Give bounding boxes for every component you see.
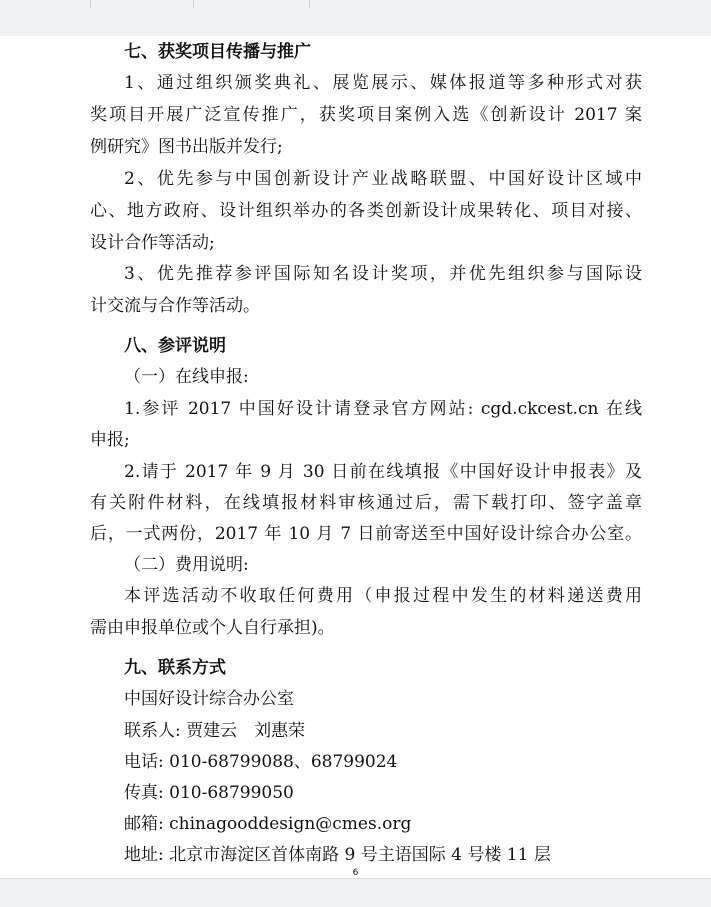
paragraph-line: 计交流与合作等活动。: [90, 296, 260, 316]
contact-address: 地址: 北京市海淀区首体南路 9 号主语国际 4 号楼 11 层: [124, 845, 551, 865]
section-7-heading: 七、获奖项目传播与推广: [124, 42, 311, 62]
subsection-heading: （二）费用说明:: [124, 555, 249, 575]
paragraph-line: 1、通过组织颁奖典礼、展览展示、媒体报道等多种形式对获: [124, 73, 642, 93]
toolbar-divider: [309, 0, 310, 8]
toolbar-divider: [193, 0, 194, 8]
toolbar-divider: [90, 0, 91, 8]
paragraph-line: 例研究》图书出版并发行;: [90, 137, 283, 157]
contact-phone: 电话: 010-68799088、68799024: [124, 752, 398, 772]
subsection-heading: （一）在线申报:: [124, 367, 249, 387]
paragraph-line: 设计合作等活动;: [90, 233, 215, 253]
section-8-heading: 八、参评说明: [124, 336, 226, 356]
paragraph-line: 2.请于 2017 年 9 月 30 日前在线填报《中国好设计申报表》及: [124, 462, 642, 482]
contact-person: 联系人: 贾建云 刘惠荣: [124, 721, 306, 741]
contact-office: 中国好设计综合办公室: [124, 689, 294, 709]
paragraph-line: 2、优先参与中国创新设计产业战略联盟、中国好设计区域中: [124, 169, 642, 189]
paragraph-line: 本评选活动不收取任何费用（申报过程中发生的材料递送费用: [124, 586, 642, 606]
paragraph-line: 有关附件材料，在线填报材料审核通过后，需下载打印、签字盖章: [90, 493, 642, 513]
page-gap: [0, 878, 711, 907]
paragraph-line: 3、优先推荐参评国际知名设计奖项，并优先组织参与国际设: [124, 264, 642, 284]
contact-email: 邮箱: chinagooddesign@cmes.org: [124, 814, 412, 834]
contact-fax: 传真: 010-68799050: [124, 783, 294, 803]
paragraph-line: 需由申报单位或个人自行承担)。: [90, 618, 335, 638]
paragraph-line: 奖项目开展广泛宣传推广，获奖项目案例入选《创新设计 2017 案: [90, 105, 642, 125]
paragraph-line: 申报;: [90, 430, 130, 450]
paragraph-line: 1.参评 2017 中国好设计请登录官方网站: cgd.ckcest.cn 在线: [124, 399, 642, 419]
section-9-heading: 九、联系方式: [124, 658, 226, 678]
paragraph-line: 后，一式两份，2017 年 10 月 7 日前寄送至中国好设计综合办公室。: [90, 524, 642, 544]
viewer-toolbar: [0, 0, 711, 36]
page-number: 6: [352, 868, 359, 878]
paragraph-line: 心、地方政府、设计组织举办的各类创新设计成果转化、项目对接、: [90, 201, 642, 221]
